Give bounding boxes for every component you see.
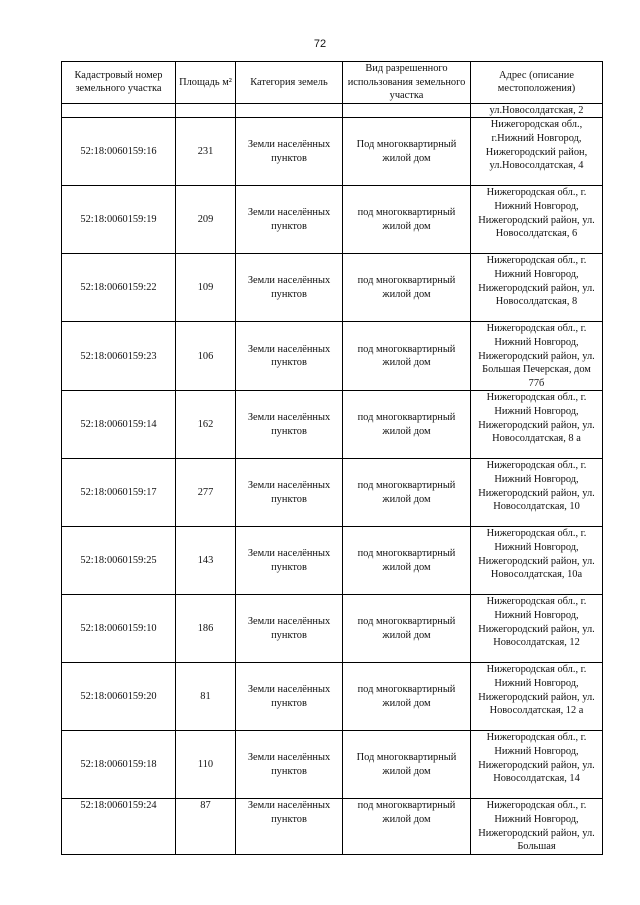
category-cell: Земли населённых пунктов [236, 118, 343, 186]
use-cell: под многоквартирный жилой дом [343, 527, 471, 595]
address-cell: Нижегородская обл., г. Нижний Новгород, Нижегородский район, ул. Новосолдатская, 12 [471, 595, 603, 663]
cadastral-cell: 52:18:0060159:24 [62, 799, 176, 854]
use-cell: Под многоквартирный жилой дом [343, 118, 471, 186]
table-cell [62, 103, 176, 118]
table-row [62, 391, 603, 459]
table-row [62, 254, 603, 322]
category-cell: Земли населённых пунктов [236, 799, 343, 854]
table-header-row [62, 62, 603, 104]
table-row [62, 118, 603, 186]
cadastral-cell: 52:18:0060159:18 [62, 731, 176, 799]
area-cell: 110 [176, 731, 236, 799]
category-cell: Земли населённых пунктов [236, 459, 343, 527]
cadastral-cell: 52:18:0060159:22 [62, 254, 176, 322]
address-cell: Нижегородская обл., г. Нижний Новгород, Нижегородский район, ул. Новосолдатская, 12 а [471, 663, 603, 731]
address-cell: Нижегородская обл., г. Нижний Новгород, Нижегородский район, ул. Новосолдатская, 8 а [471, 391, 603, 459]
header-address: Адрес (описание местоположения) [471, 62, 603, 104]
header-permitted-use: Вид разрешенного использования земельного участка [343, 62, 471, 104]
use-cell: под многоквартирный жилой дом [343, 663, 471, 731]
address-cell: Нижегородская обл., г. Нижний Новгород, Нижегородский район, ул. Большая [471, 799, 603, 854]
category-cell: Земли населённых пунктов [236, 322, 343, 391]
area-cell: 231 [176, 118, 236, 186]
use-cell: под многоквартирный жилой дом [343, 459, 471, 527]
table-row [62, 595, 603, 663]
area-cell: 277 [176, 459, 236, 527]
cadastral-cell: 52:18:0060159:19 [62, 186, 176, 254]
area-cell: 162 [176, 391, 236, 459]
use-cell: под многоквартирный жилой дом [343, 391, 471, 459]
table-row [62, 322, 603, 391]
address-cell: Нижегородская обл., г. Нижний Новгород, Нижегородский район, ул. Большая Печерская, дом 77б [471, 322, 603, 391]
category-cell: Земли населённых пунктов [236, 731, 343, 799]
header-area: Площадь м² [176, 62, 236, 104]
address-cell: Нижегородская обл., г. Нижний Новгород, Нижегородский район, ул. Новосолдатская, 8 [471, 254, 603, 322]
use-cell: под многоквартирный жилой дом [343, 322, 471, 391]
page-number: 72 [313, 38, 327, 50]
area-cell: 143 [176, 527, 236, 595]
category-cell: Земли населённых пунктов [236, 186, 343, 254]
header-cadastral-number: Кадастровый номер земельного участка [62, 62, 176, 104]
table-cell [176, 103, 236, 118]
cadastral-cell: 52:18:0060159:23 [62, 322, 176, 391]
table-row [62, 527, 603, 595]
header-land-category: Категория земель [236, 62, 343, 104]
address-cell: Нижегородская обл., г. Нижний Новгород, Нижегородский район, ул. Новосолдатская, 14 [471, 731, 603, 799]
address-cell: Нижегородская обл., г. Нижний Новгород, Нижегородский район, ул. Новосолдатская, 10а [471, 527, 603, 595]
address-cell: Нижегородская обл., г. Нижний Новгород, Нижегородский район, ул. Новосолдатская, 10 [471, 459, 603, 527]
address-cell: Нижегородская обл., г.Нижний Новгород, Нижегородский район, ул.Новосолдатская, 4 [471, 118, 603, 186]
table-row [62, 459, 603, 527]
table-row [62, 186, 603, 254]
cadastral-cell: 52:18:0060159:14 [62, 391, 176, 459]
continuation-row [62, 103, 603, 118]
use-cell: под многоквартирный жилой дом [343, 799, 471, 854]
use-cell: Под многоквартирный жилой дом [343, 731, 471, 799]
cadastral-cell: 52:18:0060159:25 [62, 527, 176, 595]
table-row [62, 731, 603, 799]
area-cell: 106 [176, 322, 236, 391]
cadastral-cell: 52:18:0060159:16 [62, 118, 176, 186]
table-cell [236, 103, 343, 118]
land-plots-table [61, 61, 603, 855]
table-row [62, 799, 603, 854]
category-cell: Земли населённых пунктов [236, 254, 343, 322]
area-cell: 87 [176, 799, 236, 854]
category-cell: Земли населённых пунктов [236, 663, 343, 731]
use-cell: под многоквартирный жилой дом [343, 254, 471, 322]
category-cell: Земли населённых пунктов [236, 391, 343, 459]
address-cell: Нижегородская обл., г. Нижний Новгород, Нижегородский район, ул. Новосолдатская, 6 [471, 186, 603, 254]
area-cell: 81 [176, 663, 236, 731]
area-cell: 209 [176, 186, 236, 254]
category-cell: Земли населённых пунктов [236, 527, 343, 595]
area-cell: 186 [176, 595, 236, 663]
area-cell: 109 [176, 254, 236, 322]
category-cell: Земли населённых пунктов [236, 595, 343, 663]
table-row [62, 663, 603, 731]
use-cell: под многоквартирный жилой дом [343, 186, 471, 254]
table-cell [343, 103, 471, 118]
use-cell: под многоквартирный жилой дом [343, 595, 471, 663]
cadastral-cell: 52:18:0060159:10 [62, 595, 176, 663]
cadastral-cell: 52:18:0060159:20 [62, 663, 176, 731]
cadastral-cell: 52:18:0060159:17 [62, 459, 176, 527]
address-cell: ул.Новосолдатская, 2 [471, 103, 603, 118]
